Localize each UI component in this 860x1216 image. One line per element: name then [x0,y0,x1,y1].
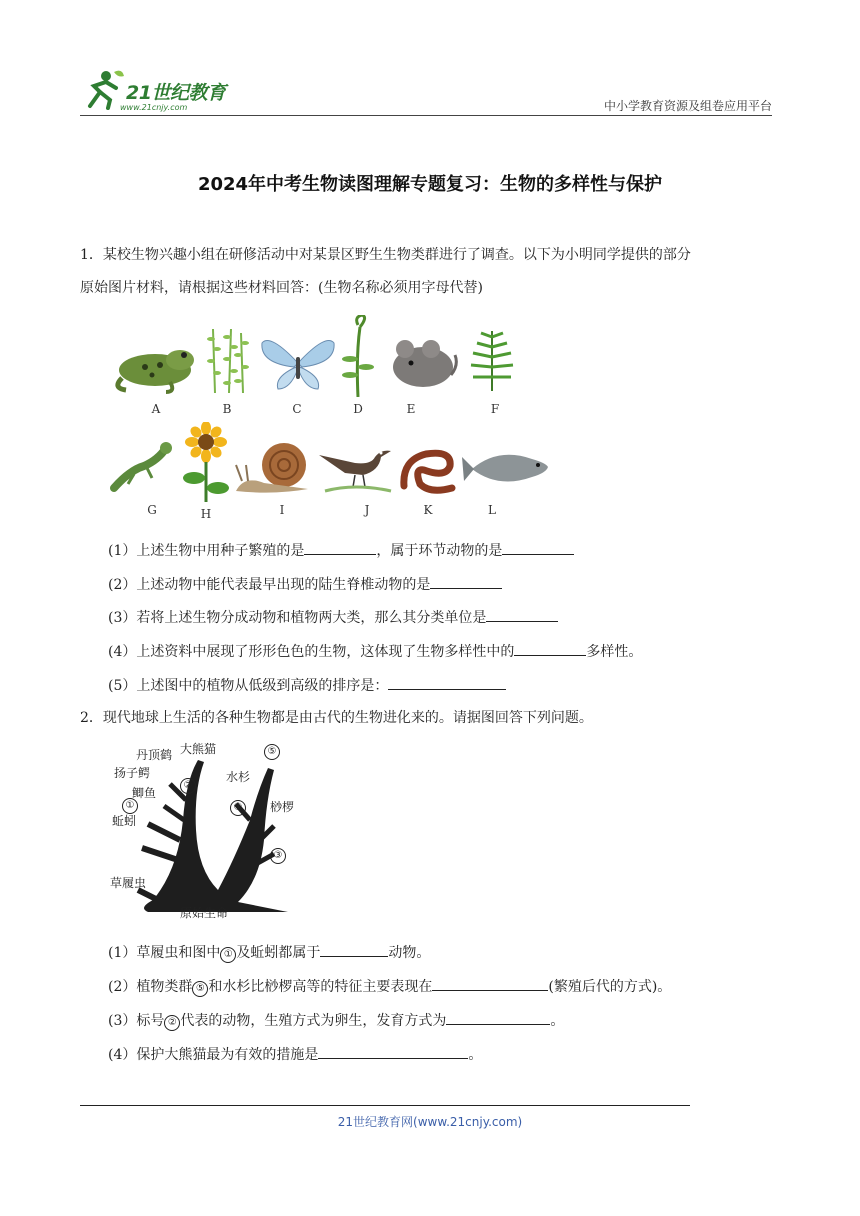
marker-1: ① [122,798,138,814]
q2-sub3-text-a: (3）标号 [108,1013,165,1029]
frog-icon [110,340,200,395]
label-e: E [406,402,416,416]
label-d: D [353,402,363,416]
q1-stem-line2: 原始图片材料，请根据这些材料回答：(生物名称必须用字母代替) [80,280,483,296]
header-divider [80,115,772,116]
photo-lizard [110,440,170,517]
q1-sub3-text: (3）若将上述生物分成动物和植物两大类，那么其分类单位是 [108,610,487,626]
photo-sunflower [182,422,242,521]
label-h: H [200,507,212,521]
q2-sub2 [108,976,671,997]
marker-3: ③ [270,848,286,864]
bird-icon [315,435,395,495]
photo-butterfly [260,333,320,416]
q2-stem: 2．现代地球上生活的各种生物都是由古代的生物进化来的。请据图回答下列问题。 [80,710,593,726]
q2-sub2-text-c: (繁殖后代的方式)。 [548,979,672,995]
butterfly-icon [260,333,336,393]
marker-4: ④ [230,800,246,816]
label-g: G [147,503,157,517]
mouse-icon [385,335,460,390]
q2-sub1-text-a: (1）草履虫和图中 [108,945,221,961]
photo-earthworm [400,440,460,517]
photo-moss [205,325,265,416]
label-metasequoia: 水杉 [226,770,251,784]
label-crucian: 鲫鱼 [132,786,157,800]
marker-5: ⑤ [264,744,280,760]
q1-sub1-text-a: (1）上述生物中用种子繁殖的是 [108,543,305,559]
logo-text: 21世纪教育 [126,82,226,104]
q2-sub4 [108,1044,482,1065]
q1-sub4 [108,641,642,662]
label-i: I [279,503,285,517]
label-l: L [488,503,496,517]
answer-blank[interactable] [502,540,574,555]
label-crane: 丹顶鹤 [136,748,173,762]
answer-blank[interactable] [304,540,376,555]
q1-sub2 [108,574,502,595]
label-alligator: 扬子鳄 [114,766,151,780]
q1-organism-photos [110,315,570,525]
answer-blank[interactable] [446,1010,550,1025]
footer-divider [80,1105,690,1106]
photo-fern [465,327,525,416]
inline-marker-2: ② [164,1015,180,1031]
q1-sub1-text-b: ，属于环节动物的是 [376,543,503,559]
label-b: B [222,402,232,416]
photo-fish [462,445,522,517]
q2-sub4-text-b: 。 [468,1047,483,1063]
photo-bird [315,435,375,517]
q2-sub4-text-a: (4）保护大熊猫最为有效的措施是 [108,1047,319,1063]
q1-sub3 [108,607,558,628]
q1-sub1 [108,540,574,561]
q2-sub3 [108,1010,564,1031]
q1-stem-line1: 1．某校生物兴趣小组在研修活动中对某景区野生生物类群进行了调查。以下为小明同学提供的部分 [80,247,691,263]
q2-sub2-text-b: 和水杉比桫椤高等的特征主要表现在 [208,979,433,995]
q1-sub2-text: (2）上述动物中能代表最早出现的陆生脊椎动物的是 [108,577,431,593]
photo-snail [234,435,294,517]
fern-icon [465,327,519,391]
evolution-tree-diagram [108,740,318,930]
label-paramecium: 草履虫 [110,876,147,890]
q2-sub1 [108,942,430,963]
answer-blank[interactable] [320,942,388,957]
q2-sub2-text-a: (2）植物类群 [108,979,193,995]
inline-marker-5: ⑤ [192,981,208,997]
label-a: A [151,402,161,416]
sprout-icon [338,315,378,397]
answer-blank[interactable] [388,675,506,690]
label-k: K [423,503,433,517]
logo-url: www.21cnjy.com [120,103,188,112]
answer-blank[interactable] [514,641,586,656]
answer-blank[interactable] [486,607,558,622]
label-panda: 大熊猫 [180,742,217,756]
answer-blank[interactable] [432,976,548,991]
q1-sub4-text-a: (4）上述资料中展现了形形色色的生物，这体现了生物多样性中的 [108,644,515,660]
lizard-icon [110,440,174,495]
moss-icon [205,325,251,395]
sunflower-icon [182,422,230,502]
label-c: C [292,402,302,416]
q2-sub3-text-b: 代表的动物，生殖方式为卵生，发育方式为 [180,1013,447,1029]
q2-sub3-text-c: 。 [550,1013,565,1029]
answer-blank[interactable] [430,574,502,589]
photo-frog [110,340,170,416]
footer-link[interactable]: 21世纪教育网(www.21cnjy.com) [337,1115,523,1129]
q1-sub5 [108,675,506,696]
answer-blank[interactable] [318,1044,468,1059]
label-f: F [490,402,500,416]
earthworm-icon [400,440,456,495]
q2-sub1-text-c: 动物。 [388,945,431,961]
marker-2: ② [180,778,196,794]
photo-mouse [385,335,445,416]
snail-icon [234,435,318,495]
platform-name: 中小学教育资源及组卷应用平台 [603,99,772,113]
q2-sub1-text-b: 及蚯蚓都属于 [236,945,321,961]
label-earthworm: 蚯蚓 [112,814,137,828]
label-alsophila: 桫椤 [270,800,295,814]
page-header [80,66,772,116]
q1-sub4-text-b: 多样性。 [586,644,643,660]
q1-sub5-text: (5）上述图中的植物从低级到高级的排序是： [108,678,389,694]
fish-icon [462,445,550,490]
site-logo[interactable] [80,66,240,116]
page-title: 2024年中考生物读图理解专题复习：生物的多样性与保护 [197,174,663,195]
label-j: J [364,503,370,517]
inline-marker-1: ① [220,947,236,963]
label-origin: 原始生命 [180,906,229,920]
